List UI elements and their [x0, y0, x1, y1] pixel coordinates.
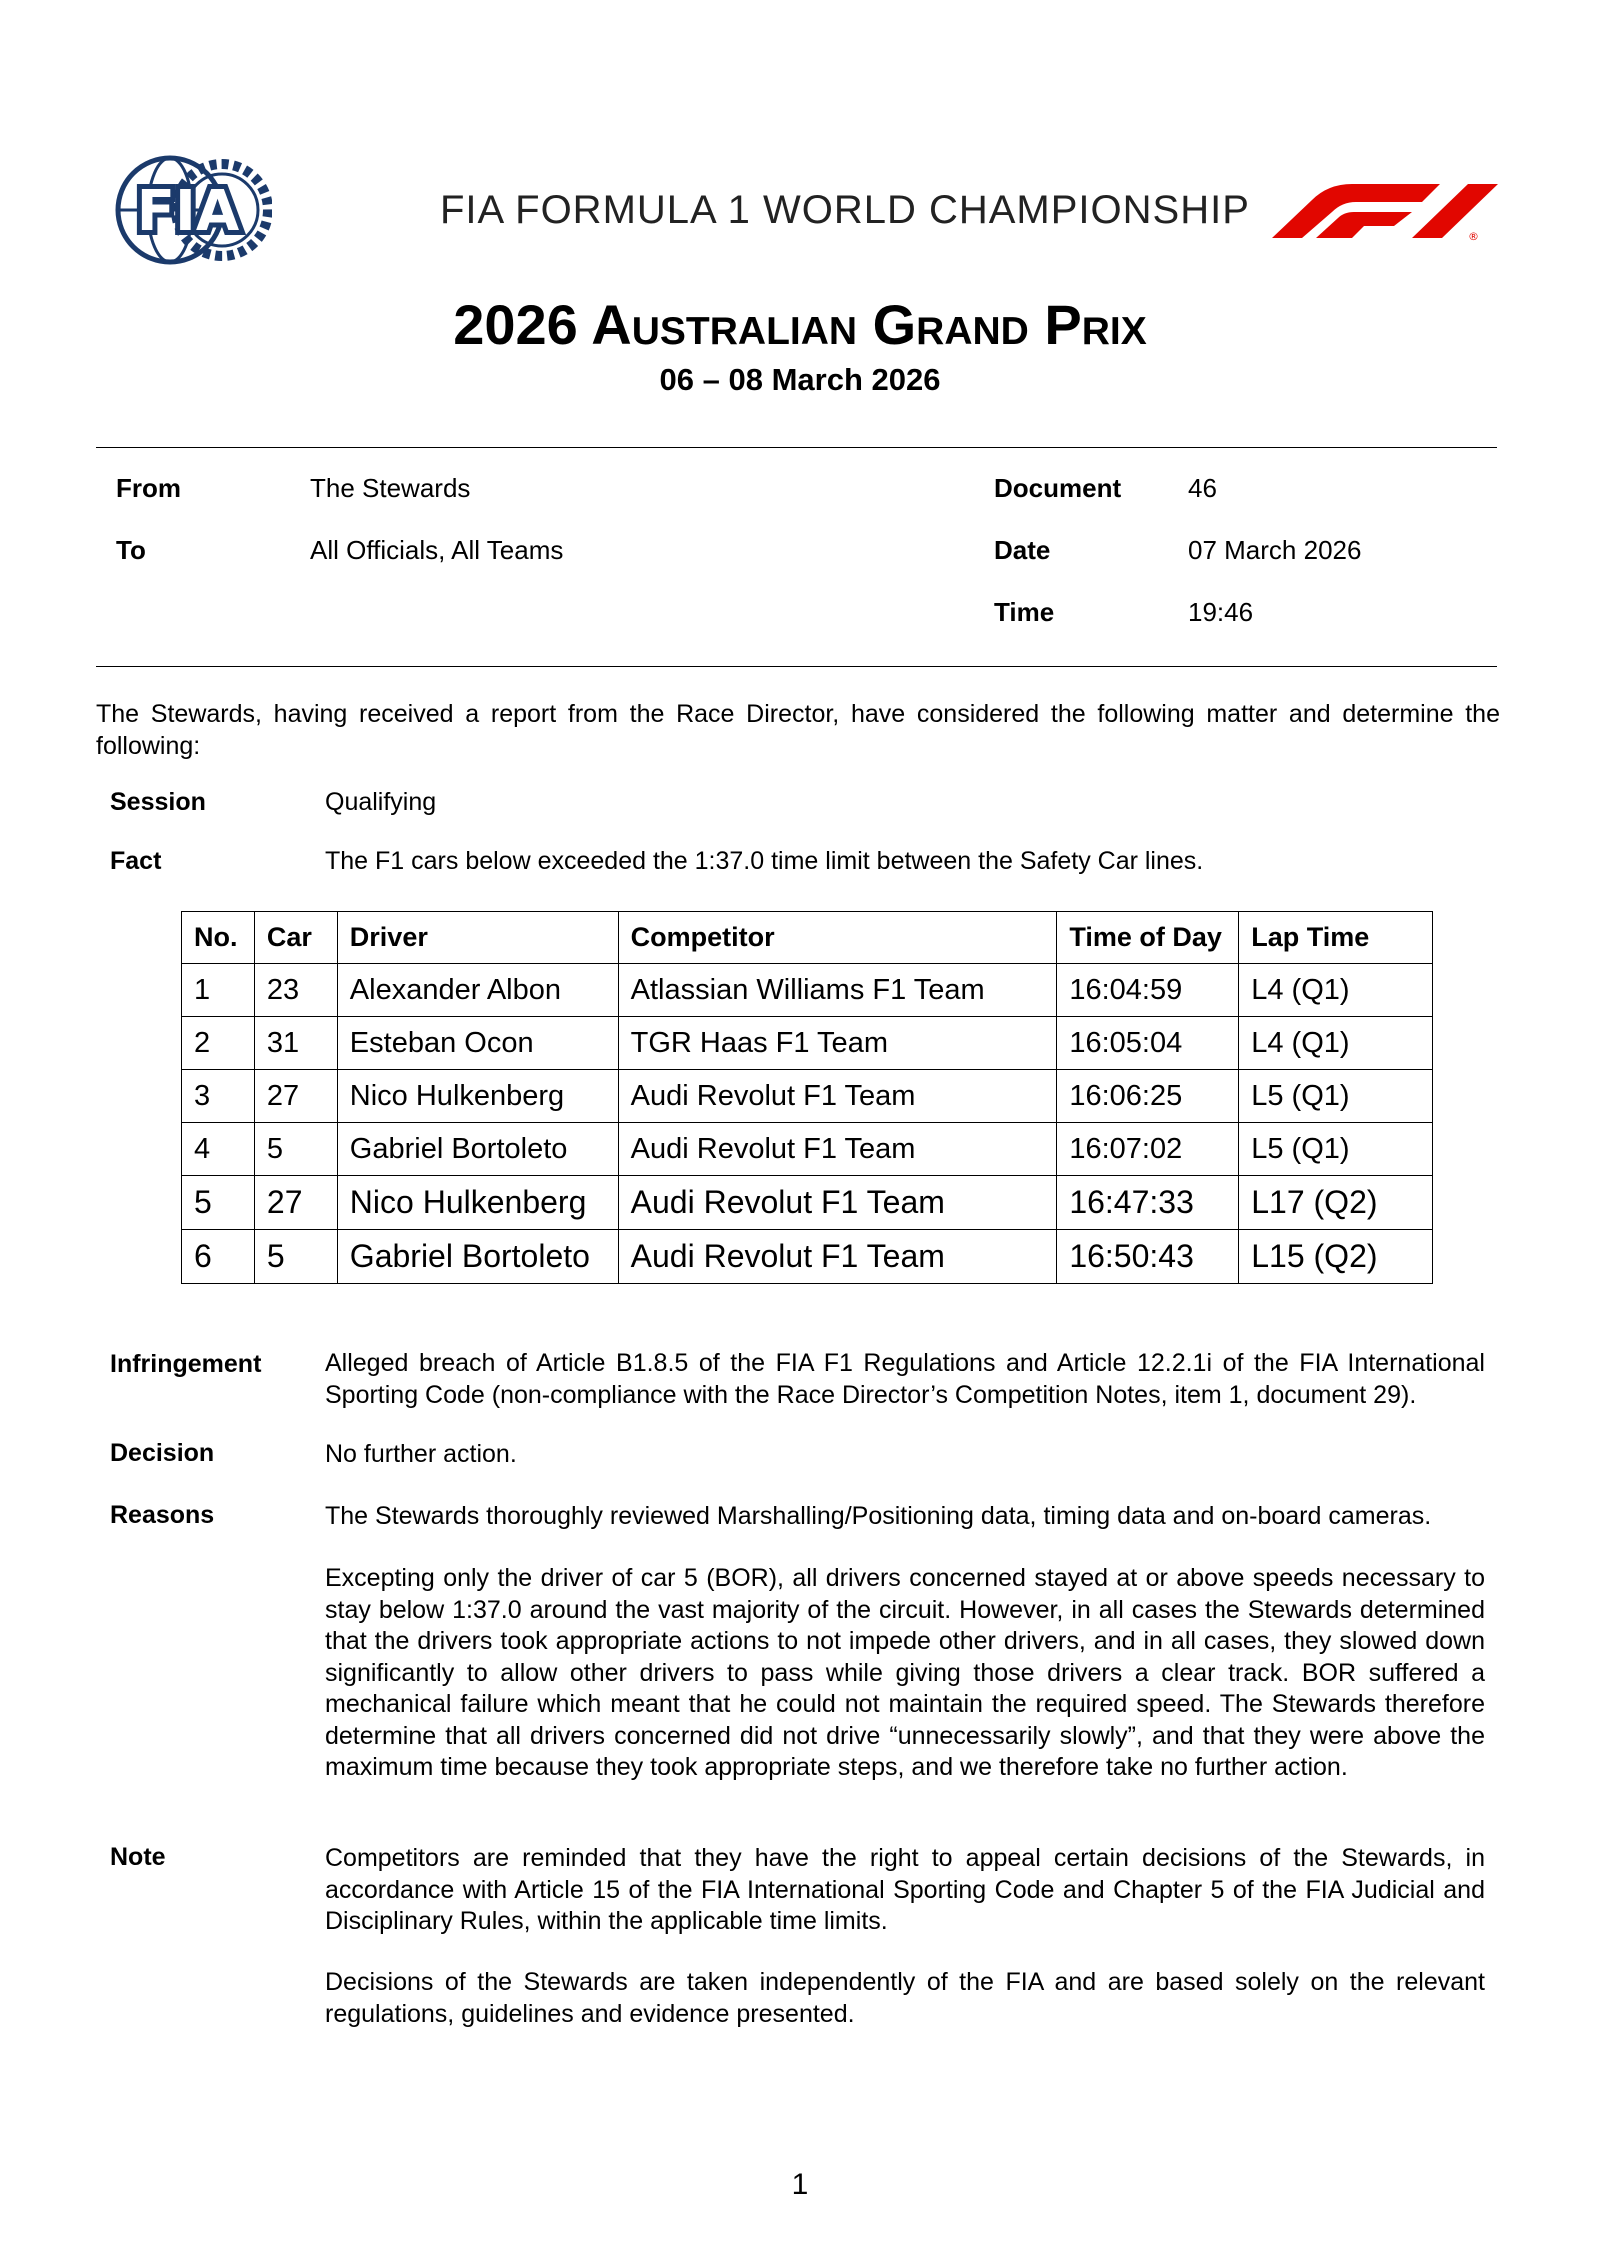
table-row	[182, 1017, 1433, 1070]
cell-driver: Nico Hulkenberg	[337, 1070, 618, 1123]
session-value: Qualifying	[325, 788, 437, 816]
cell-car: 5	[254, 1230, 337, 1284]
col-header-no: No.	[182, 912, 255, 964]
championship-title: FIA FORMULA 1 WORLD CHAMPIONSHIP	[440, 188, 1250, 232]
f1-logo	[1272, 180, 1502, 242]
page-number: 1	[791, 2168, 809, 2201]
document-value: 46	[1188, 473, 1217, 503]
from-value: The Stewards	[310, 473, 471, 503]
table-header-row	[182, 912, 1433, 964]
to-label: To	[116, 535, 146, 565]
cell-no: 1	[182, 964, 255, 1017]
table-row	[182, 1230, 1433, 1284]
fact-label: Fact	[110, 847, 162, 875]
top-divider	[96, 447, 1497, 448]
note-paragraph-2: Decisions of the Stewards are taken independently of the FIA and are based solely on the relevant regulations, guidelines and evidence presented.	[325, 1968, 1485, 2028]
document-label: Document	[994, 473, 1122, 503]
date-label: Date	[994, 535, 1051, 565]
cell-competitor: Audi Revolut F1 Team	[618, 1176, 1057, 1230]
date-value: 07 March 2026	[1188, 535, 1362, 565]
from-label: From	[116, 473, 181, 503]
cell-car: 5	[254, 1123, 337, 1176]
col-header-time-of-day: Time of Day	[1057, 912, 1239, 964]
cell-no: 4	[182, 1123, 255, 1176]
event-title-text: 2026 Australian Grand Prix	[453, 293, 1147, 356]
cell-time-of-day: 16:06:25	[1057, 1070, 1239, 1123]
intro-paragraph: The Stewards, having received a report from the Race Director, have considered the following matter and determine the following:	[96, 700, 1500, 760]
event-title	[0, 292, 1600, 357]
cell-time-of-day: 16:05:04	[1057, 1017, 1239, 1070]
fact-value: The F1 cars below exceeded the 1:37.0 time limit between the Safety Car lines.	[325, 847, 1204, 875]
table-row	[182, 1070, 1433, 1123]
col-header-competitor: Competitor	[618, 912, 1057, 964]
cars-table	[181, 911, 1433, 1284]
cell-driver: Gabriel Bortoleto	[337, 1123, 618, 1176]
cell-no: 2	[182, 1017, 255, 1070]
cell-competitor: Audi Revolut F1 Team	[618, 1070, 1057, 1123]
cell-lap-time: L4 (Q1)	[1239, 964, 1433, 1017]
cell-lap-time: L17 (Q2)	[1239, 1176, 1433, 1230]
to-value: All Officials, All Teams	[310, 535, 564, 565]
svg-text:FIA: FIA	[136, 179, 240, 244]
svg-text:®: ®	[1468, 230, 1479, 242]
session-label: Session	[110, 788, 206, 816]
cell-driver: Gabriel Bortoleto	[337, 1230, 618, 1284]
time-label: Time	[994, 597, 1055, 627]
col-header-driver: Driver	[337, 912, 618, 964]
cell-lap-time: L15 (Q2)	[1239, 1230, 1433, 1284]
cell-no: 6	[182, 1230, 255, 1284]
fia-logo	[112, 154, 272, 266]
event-dates: 06 – 08 March 2026	[659, 362, 941, 397]
cell-driver: Esteban Ocon	[337, 1017, 618, 1070]
cell-car: 27	[254, 1176, 337, 1230]
decision-text: No further action.	[325, 1440, 517, 1468]
cell-car: 23	[254, 964, 337, 1017]
table-row	[182, 1123, 1433, 1176]
meta-divider	[96, 666, 1497, 667]
time-value: 19:46	[1188, 597, 1254, 627]
cell-competitor: Atlassian Williams F1 Team	[618, 964, 1057, 1017]
reasons-paragraph-1: The Stewards thoroughly reviewed Marshalling/Positioning data, timing data and on-board cameras.	[325, 1502, 1432, 1530]
decision-label: Decision	[110, 1439, 215, 1467]
note-paragraph-1: Competitors are reminded that they have the right to appeal certain decisions of the Stewards, in accordance with Article 15 of the FIA International Sporting Code and Chapter 5 of the FIA Judicial and Disciplinary Rules, within the applicable time limits.	[325, 1844, 1485, 1935]
cell-driver: Alexander Albon	[337, 964, 618, 1017]
cell-time-of-day: 16:04:59	[1057, 964, 1239, 1017]
cell-competitor: Audi Revolut F1 Team	[618, 1230, 1057, 1284]
cell-car: 31	[254, 1017, 337, 1070]
cell-time-of-day: 16:50:43	[1057, 1230, 1239, 1284]
infringement-text: Alleged breach of Article B1.8.5 of the FIA F1 Regulations and Article 12.2.1i of the FIA International Sporting Code (non-compliance with the Race Director’s Competition Notes, item 1, document 29).	[325, 1349, 1485, 1409]
cell-no: 3	[182, 1070, 255, 1123]
table-row	[182, 964, 1433, 1017]
cell-lap-time: L5 (Q1)	[1239, 1123, 1433, 1176]
col-header-lap-time: Lap Time	[1239, 912, 1433, 964]
cell-competitor: TGR Haas F1 Team	[618, 1017, 1057, 1070]
cell-competitor: Audi Revolut F1 Team	[618, 1123, 1057, 1176]
reasons-paragraph-2: Excepting only the driver of car 5 (BOR), all drivers concerned stayed at or above speeds necessary to stay below 1:37.0 around the vast majority of the circuit. However, in all cases the Stewards determined that the drivers took appropriate actions to not impede other drivers, and in all cases, they slowed down significantly to allow other drivers to pass while giving those drivers a clear track. BOR suffered a mechanical failure which meant that he could not maintain the required speed. The Stewards therefore determine that all drivers concerned did not drive “unnecessarily slowly”, and that they were above the maximum time because they took appropriate steps, and we therefore take no further action.	[325, 1564, 1485, 1781]
cell-car: 27	[254, 1070, 337, 1123]
cell-time-of-day: 16:07:02	[1057, 1123, 1239, 1176]
table-row	[182, 1176, 1433, 1230]
cell-no: 5	[182, 1176, 255, 1230]
reasons-label: Reasons	[110, 1501, 215, 1529]
cell-lap-time: L5 (Q1)	[1239, 1070, 1433, 1123]
cell-time-of-day: 16:47:33	[1057, 1176, 1239, 1230]
cell-lap-time: L4 (Q1)	[1239, 1017, 1433, 1070]
col-header-car: Car	[254, 912, 337, 964]
infringement-label: Infringement	[110, 1350, 262, 1378]
note-label: Note	[110, 1843, 166, 1871]
cell-driver: Nico Hulkenberg	[337, 1176, 618, 1230]
